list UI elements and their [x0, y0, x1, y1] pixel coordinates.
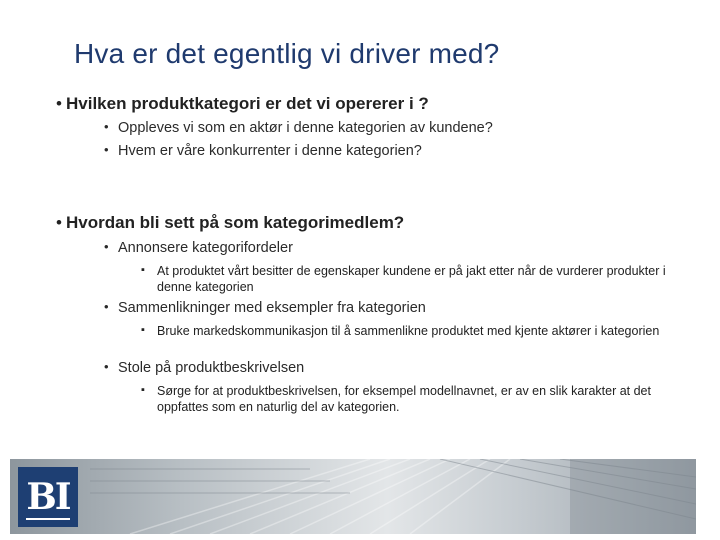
list-item-text: Stole på produktbeskrivelsen	[118, 360, 305, 376]
sub-bullet: ▪	[141, 384, 145, 396]
list-item	[104, 119, 493, 136]
sub-item	[141, 383, 667, 415]
list-item	[104, 359, 305, 376]
list-item-text: Oppleves vi som en aktør i denne kategorien av kundene?	[118, 120, 493, 136]
bullet: •	[104, 239, 109, 254]
bi-logo-underline	[26, 518, 70, 520]
section-heading-text: Hvordan bli sett på som kategorimedlem?	[66, 213, 405, 232]
list-item-text: Sammenlikninger med eksempler fra kategorien	[118, 300, 426, 316]
sub-bullet: ▪	[141, 264, 145, 276]
sub-bullet: ▪	[141, 324, 145, 336]
sub-item-text: Bruke markedskommunikasjon til å sammenlikne produktet med kjente aktører i kategorien	[157, 324, 660, 338]
footer-banner	[10, 459, 696, 534]
bullet: •	[104, 142, 109, 157]
list-item	[104, 299, 426, 316]
bullet: •	[104, 299, 109, 314]
bullet: •	[104, 359, 109, 374]
sub-item-text: At produktet vårt besitter de egenskaper kundene er på jakt etter når de vurderer produkter i denne kategorien	[157, 264, 666, 294]
list-item-text: Annonsere kategorifordeler	[118, 240, 293, 256]
bi-logo	[18, 467, 78, 527]
list-item	[104, 142, 422, 159]
section-heading-2	[56, 213, 405, 233]
section-heading-1	[56, 94, 429, 114]
slide-title: Hva er det egentlig vi driver med?	[74, 38, 500, 69]
banner-photo	[10, 459, 696, 534]
list-item	[104, 239, 293, 256]
sub-item-text: Sørge for at produktbeskrivelsen, for eksempel modellnavnet, er av en slik karakter at det oppfattes som en naturlig del av kategorien.	[157, 384, 651, 414]
list-item-text: Hvem er våre konkurrenter i denne kategorien?	[118, 143, 422, 159]
sub-item	[141, 263, 667, 295]
bi-logo-text: BI	[26, 476, 70, 518]
bullet: •	[104, 119, 109, 134]
bullet: •	[56, 94, 62, 113]
sub-item	[141, 323, 667, 339]
section-heading-text: Hvilken produktkategori er det vi opererer i ?	[66, 94, 429, 113]
bullet: •	[56, 213, 62, 232]
